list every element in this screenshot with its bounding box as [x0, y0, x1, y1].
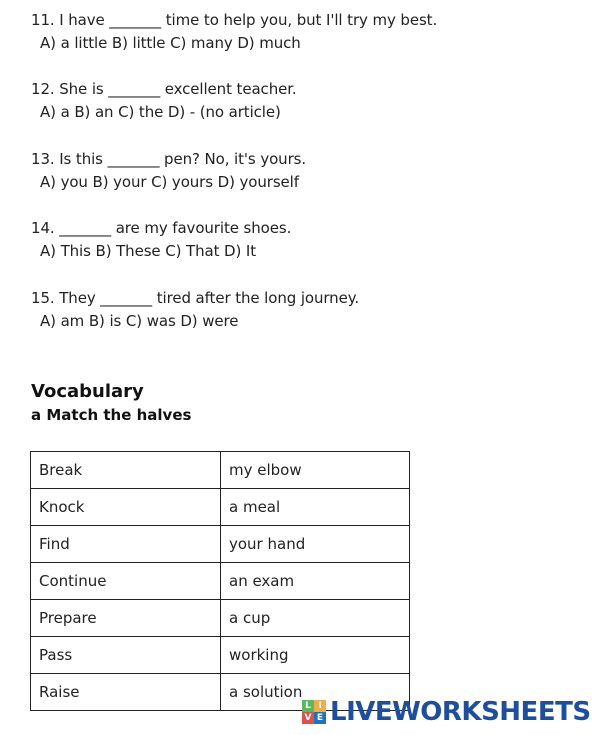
liveworksheets-logo	[302, 697, 591, 727]
question-stem: 15. They _______ tired after the long journey.	[31, 289, 360, 307]
question-12	[31, 79, 297, 122]
question-options: A) am B) is C) was D) were	[40, 312, 239, 330]
question-14	[31, 218, 291, 261]
question-stem: 12. She is _______ excellent teacher.	[31, 80, 297, 98]
match-right-cell: an exam	[221, 563, 410, 600]
match-left-cell: Pass	[31, 637, 221, 674]
table-row	[31, 600, 410, 637]
match-right-cell: working	[221, 637, 410, 674]
match-left-cell: Break	[31, 452, 221, 489]
table-row	[31, 637, 410, 674]
vocabulary-subheading: a Match the halves	[31, 406, 192, 424]
match-right-cell: a meal	[221, 489, 410, 526]
match-right-cell: a cup	[221, 600, 410, 637]
match-table	[30, 451, 410, 711]
match-left-cell: Find	[31, 526, 221, 563]
question-options: A) you B) your C) yours D) yourself	[40, 173, 299, 191]
question-15	[31, 288, 359, 331]
question-options: A) a little B) little C) many D) much	[40, 34, 301, 52]
question-options: A) a B) an C) the D) - (no article)	[40, 103, 281, 121]
question-stem: 13. Is this _______ pen? No, it's yours.	[31, 150, 307, 168]
table-row	[31, 526, 410, 563]
vocabulary-heading: Vocabulary	[31, 381, 144, 402]
question-stem: 11. I have _______ time to help you, but I'll try my best.	[31, 11, 438, 29]
question-11	[31, 10, 437, 53]
logo-badge-icon: L I V E	[302, 700, 326, 724]
table-row	[31, 452, 410, 489]
match-left-cell: Raise	[31, 674, 221, 711]
table-row	[31, 563, 410, 600]
match-left-cell: Knock	[31, 489, 221, 526]
match-right-cell: your hand	[221, 526, 410, 563]
logo-text: LIVEWORKSHEETS	[330, 697, 591, 727]
question-stem: 14. _______ are my favourite shoes.	[31, 219, 292, 237]
match-right-cell: a solution	[221, 674, 410, 711]
match-right-cell: my elbow	[221, 452, 410, 489]
match-left-cell: Prepare	[31, 600, 221, 637]
question-13	[31, 149, 306, 192]
question-options: A) This B) These C) That D) It	[40, 242, 257, 260]
match-left-cell: Continue	[31, 563, 221, 600]
table-row	[31, 489, 410, 526]
